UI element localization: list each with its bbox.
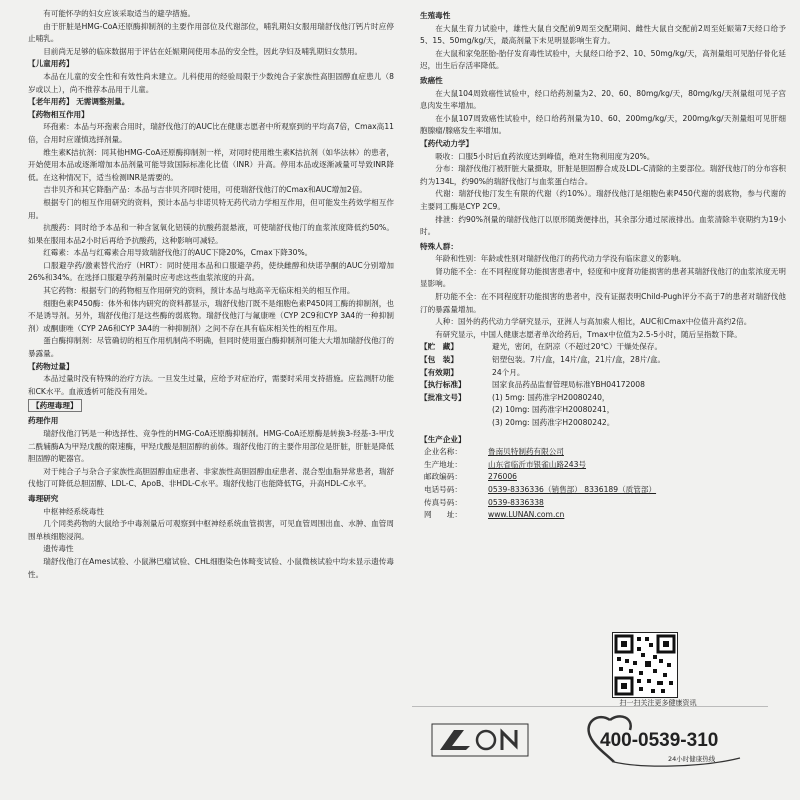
interaction-paragraph: 环孢素：本品与环孢素合用时，瑞舒伐他汀的AUC比在健康志愿者中所观察到的平均高7倍，Cmax高11倍，合用时应谨慎选择剂量。 [28,122,394,144]
interaction-paragraph: 抗酸药：同时给予本品和一种含氢氧化铝镁的抗酸药混悬液，可使瑞舒伐他汀的血浆浓度降低约50%。如果在服用本品2小时后再给予抗酸药，这种影响可减轻。 [28,223,394,245]
manufacturer-block [420,434,786,522]
interaction-paragraph: 红霉素：本品与红霉素合用导致瑞舒伐他汀的AUC下降20%，Cmax下降30%。 [43,248,313,258]
approval-label: 【批准文号】 [420,392,466,402]
package-label: 【包 装】 [420,355,458,365]
pharmacology-paragraph: 对于纯合子与杂合子家族性高胆固醇血症患者、非家族性高胆固醇血症患者、混合型血脂异常患者，瑞舒伐他汀可降低总胆固醇、LDL-C、ApoB、非HDL-C水平。瑞舒伐他汀也能降低TG，升高HDL-C水平。 [28,466,394,489]
interaction-paragraph: 吉非贝齐和其它降脂产品：本品与吉非贝齐同时使用，可使瑞舒伐他汀的Cmax和AUC增加2倍。 [43,185,367,195]
pk-heading: 【药代动力学】 [420,138,474,148]
intro-line: 由于肝脏是HMG-CoA还原酶抑制剂的主要作用部位及代谢部位，哺乳期妇女服用瑞舒伐他汀钙片时应停止哺乳。 [28,21,394,44]
toxicology-paragraph: 中枢神经系统毒性 [43,506,104,516]
interaction-heading: 【药物相互作用】 [28,109,89,119]
manufacturer-row [420,484,786,497]
approval-row [420,404,786,417]
overdose-text: 本品过量时没有特殊的治疗方法。一旦发生过量，应给予对症治疗，需要时采用支持措施。应监测肝功能和CK水平。血液透析可能没有用处。 [28,374,394,396]
hotline-caption: 24小时健康热线 [668,755,716,763]
left-column [28,8,394,792]
pharmacology-heading: 【药理毒理】 [28,399,82,412]
carcinogenicity-heading: 致癌性 [420,75,443,85]
manufacturer-row [420,509,786,522]
interaction-paragraph: 细胞色素P450酶：体外和体内研究的资料都显示，瑞舒伐他汀既不是细胞色素P450同工酶的抑制剂，也不是诱导剂。另外，瑞舒伐他汀是这些酶的弱底物。瑞舒伐他汀与氟康唑（CYP 2C9和CYP 3A4的一种抑制剂）或酮康唑（CYP 2A6和CYP 3A4的一种抑制剂）之间不存在具有临床相关性的相互作用。 [28,298,394,333]
manufacturer-key: 邮政编码： [424,472,462,482]
manufacturer-row [420,471,786,484]
approval-value: (2) 10mg: 国药准字H20080241， [492,405,615,415]
standard-row [420,379,786,392]
manufacturer-value: 鲁南贝特制药有限公司 [488,447,564,457]
pharmacology-subheading: 药理作用 [28,416,59,426]
intro-line: 目前尚无足够的临床数据用于评估在妊娠期间使用本品的安全性，因此孕妇及哺乳期妇女禁用。 [43,46,363,56]
pediatric-heading: 【儿童用药】 [28,59,74,69]
lunan-logo-icon [430,722,530,758]
manufacturer-key: 生产地址： [424,459,462,469]
manufacturer-row [420,446,786,459]
pharmacology-paragraph: 瑞舒伐他汀钙是一种选择性、竞争性的HMG-CoA还原酶抑制剂。HMG-CoA还原酶是转换3-羟基-3-甲戊二酰辅酶A为甲羟戊酸的限速酶，甲羟戊酸是胆固醇的前体。瑞舒伐他汀的主要作用部位是肝脏，肝脏是降低胆固醇的靶器官。 [28,429,394,464]
pk-paragraph: 排泄：约90%剂量的瑞舒伐他汀以原形随粪便排出，其余部分通过尿液排出。血浆清除半衰期约为19小时。 [420,214,786,237]
pk-paragraph: 代谢：瑞舒伐他汀发生有限的代谢（约10%）。瑞舒伐他汀是细胞色素P450代谢的弱底物，参与代谢的主要同工酶是CYP 2C9。 [420,189,786,211]
toxicology-paragraph: 瑞舒伐他汀在Ames试验、小鼠淋巴瘤试验、CHL细胞染色体畸变试验、小鼠微核试验中均未显示遗传毒性。 [28,556,394,579]
manufacturer-key: 传真号码： [424,497,462,507]
toxicology-heading: 毒理研究 [28,493,59,503]
validity-value: 24个月。 [492,367,525,377]
special-population-heading: 特殊人群： [420,241,458,251]
standard-label: 【执行标准】 [420,380,466,390]
approval-row [420,417,786,430]
qr-code[interactable] [612,632,678,698]
overdose-heading: 【药物过量】 [28,361,74,371]
pediatric-text: 本品在儿童的安全性和有效性尚未建立。儿科使用的经验局限于少数纯合子家族性高胆固醇血症患儿（8岁或以上），尚不推荐本品用于儿童。 [28,71,394,94]
hotline-badge [580,712,750,772]
approval-row [420,392,786,405]
pk-paragraph: 吸收：口服5小时后血药浓度达到峰值，绝对生物利用度为20%。 [435,151,655,161]
special-paragraph: 人种：国外的药代动力学研究显示，亚洲人与高加索人相比，AUC和Cmax中位值升高约2倍。 [435,317,752,327]
toxicology-paragraph: 遗传毒性 [43,544,74,554]
special-paragraph: 肾功能不全：在不同程度肾功能损害患者中，轻度和中度肾功能损害的患者其瑞舒伐他汀的血浆浓度无明显影响。 [420,266,786,289]
storage-label: 【贮 藏】 [420,342,458,352]
manufacturer-value: 山东省临沂市银雀山路243号 [488,459,587,469]
storage-value: 避光，密闭，在阴凉（不超过20℃）干燥处保存。 [492,342,663,352]
special-paragraph: 年龄和性别：年龄或性别对瑞舒伐他汀的药代动力学没有临床意义的影响。 [435,254,686,264]
pk-paragraph: 分布：瑞舒伐他汀被肝脏大量摄取，肝脏是胆固醇合成及LDL-C清除的主要部位。瑞舒伐他汀的分布容积约为134L，约90%的瑞舒伐他汀与血浆蛋白结合。 [420,164,786,186]
manufacturer-key: 网 址： [424,510,462,520]
interaction-paragraph: 口服避孕药/激素替代治疗（HRT）：同时使用本品和口服避孕药，使炔雌醇和炔诺孕酮的AUC分别增加26%和34%。在选择口服避孕药剂量时应考虑这些血浆浓度的升高。 [28,260,394,283]
manufacturer-value: 276006 [488,472,517,482]
storage-row [420,341,786,354]
manufacturer-value: 0539-8336336（销售部） 8336189（质管部） [488,484,657,494]
repro-paragraph: 在小鼠107周致癌性试验中，经口给药剂量为10、60、200mg/kg/天，200mg/kg/天剂量组可见肝细胞腺瘤/腺癌发生率增加。 [420,113,786,136]
special-paragraph: 肝功能不全：在不同程度肝功能损害的患者中，没有证据表明Child-Pugh评分不高于7的患者对瑞舒伐他汀的暴露量增加。 [420,292,786,314]
repro-paragraph: 在大鼠和家兔胚胎-胎仔发育毒性试验中，大鼠经口给予2、10、50mg/kg/天，高剂量组可见胎仔骨化延迟，出生后存活率降低。 [420,48,786,71]
approval-value: (3) 20mg: 国药准字H20080242。 [492,418,615,427]
interaction-paragraph: 维生素K拮抗剂：同其他HMG-CoA还原酶抑制剂一样，对同时使用维生素K拮抗剂（如华法林）的患者，开始使用本品或逐渐增加本品剂量可能导致国际标准化比值（INR）升高。停用本品或逐渐减量可导致INR降低。在这种情况下，适当检测INR是需要的。 [28,147,394,182]
validity-label: 【有效期】 [420,367,458,377]
standard-value: 国家食品药品监督管理局标准YBH04172008 [492,380,645,390]
interaction-paragraph: 根据专门的相互作用研究的资料，预计本品与非诺贝特无药代动力学相互作用，但可能发生药效学相互作用。 [28,197,394,220]
special-paragraph: 有研究显示，中国人健康志愿者单次给药后，Tmax中位值为2.5-5小时，随后呈指数下降。 [435,329,742,339]
repro-paragraph: 在大鼠104周致癌性试验中，经口给药剂量为2、20、60、80mg/kg/天，80mg/kg/天剂量组可见子宫息肉发生率增加。 [420,88,786,111]
repro-paragraph: 在大鼠生育力试验中，雄性大鼠自交配前9周至交配期间、雌性大鼠自交配前2周至妊娠第7天经口给予5、15、50mg/kg/天，最高剂量下未见明显影响生育力。 [420,23,786,46]
right-column [420,8,786,792]
manufacturer-value: 0539-8336338 [488,497,544,507]
package-row [420,354,786,367]
package-value: 铝塑包装。7片/盒，14片/盒，21片/盒，28片/盒。 [492,355,666,365]
manufacturer-row [420,459,786,472]
manufacturer-key: 电话号码： [424,484,462,494]
manufacturer-key: 企业名称： [424,447,462,457]
repro-heading: 生殖毒性 [420,11,451,20]
manufacturer-row [420,497,786,510]
toxicology-paragraph: 几个同类药物的大鼠给予中毒剂量后可观察到中枢神经系统血管损害，可见血管周围出血、水肿、血管周围单核细胞浸润。 [28,519,394,541]
approval-value: (1) 5mg: 国药准字H20080240， [492,392,610,402]
geriatric-heading: 【老年用药】 无需调整剂量。 [28,97,130,107]
hotline-number: 400-0539-310 [600,730,719,751]
qr-code-icon [613,633,677,697]
qr-caption: 扫一扫关注更多健康资讯 [619,699,697,707]
manufacturer-website[interactable]: www.LUNAN.com.cn [488,510,565,520]
intro-line: 有可能怀孕的妇女应该采取适当的避孕措施。 [43,9,196,18]
interaction-paragraph: 蛋白酶抑制剂：尽管确切的相互作用机制尚不明确，但同时使用蛋白酶抑制剂可能大大增加瑞舒伐他汀的暴露量。 [28,336,394,359]
interaction-paragraph: 其它药物：根据专门的药物相互作用研究的资料，预计本品与地高辛无临床相关的相互作用。 [43,286,355,296]
manufacturer-heading: 【生产企业】 [420,434,466,444]
validity-row [420,367,786,380]
